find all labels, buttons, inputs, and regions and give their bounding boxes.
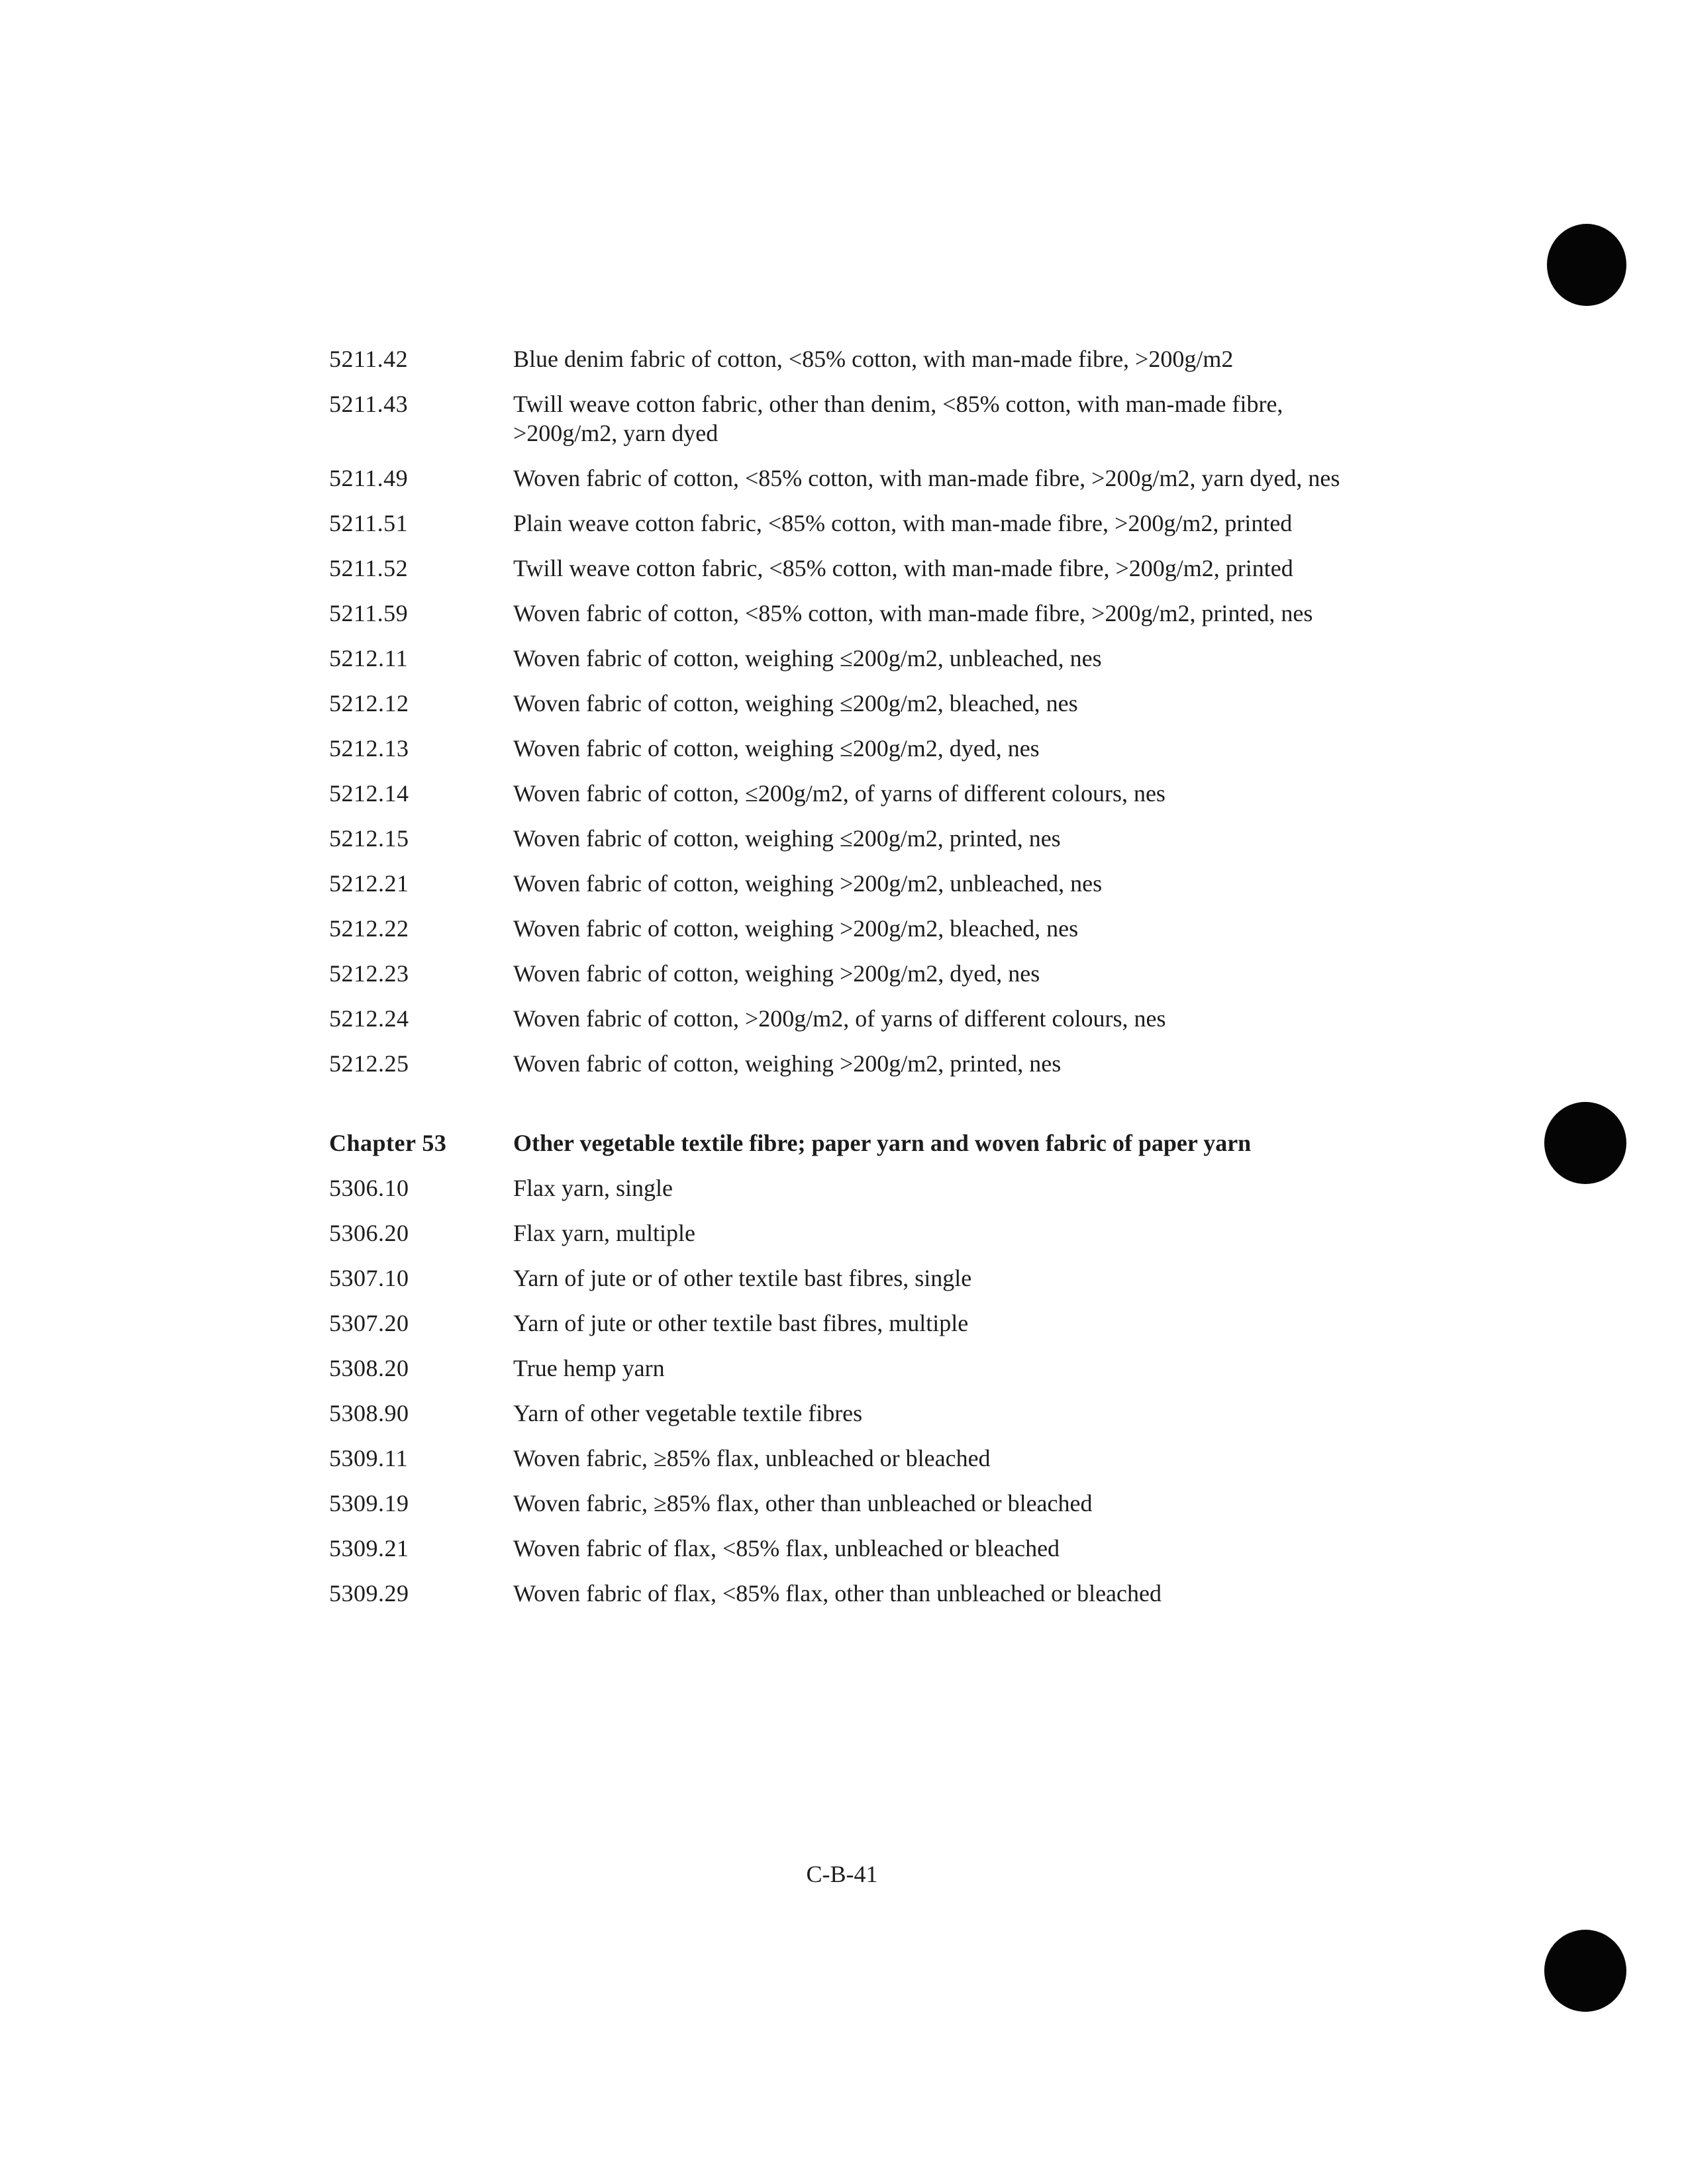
tariff-code: 5212.13	[329, 735, 409, 762]
tariff-description: Woven fabric of cotton, weighing >200g/m2, unbleached, nes	[513, 870, 1103, 897]
table-row	[329, 1399, 1362, 1428]
table-row	[329, 1309, 1362, 1338]
table-row	[329, 1534, 1362, 1563]
chapter-52-rows	[329, 344, 1362, 1078]
tariff-description: Blue denim fabric of cotton, <85% cotton, with man-made fibre, >200g/m2	[513, 346, 1234, 372]
tariff-code: 5211.51	[329, 510, 409, 536]
tariff-description: Plain weave cotton fabric, <85% cotton, with man-made fibre, >200g/m2, printed	[513, 510, 1293, 536]
table-row	[329, 734, 1362, 763]
tariff-code: 5309.19	[329, 1490, 409, 1516]
tariff-description: Woven fabric of cotton, weighing >200g/m2, dyed, nes	[513, 960, 1040, 987]
punch-hole-bottom	[1544, 1930, 1626, 2012]
table-row	[329, 689, 1362, 718]
tariff-code: 5309.21	[329, 1535, 409, 1562]
tariff-code: 5309.29	[329, 1580, 409, 1607]
tariff-description: Woven fabric, ≥85% flax, unbleached or bleached	[513, 1445, 991, 1471]
table-row	[329, 1049, 1362, 1078]
tariff-description: Flax yarn, multiple	[513, 1220, 695, 1246]
table-row	[329, 1579, 1362, 1608]
table-row	[329, 509, 1362, 538]
tariff-description: True hemp yarn	[513, 1355, 665, 1381]
table-row	[329, 389, 1362, 448]
tariff-code: 5308.90	[329, 1400, 409, 1426]
tariff-description: Woven fabric of cotton, <85% cotton, with man-made fibre, >200g/m2, yarn dyed, nes	[513, 465, 1340, 491]
tariff-code: 5308.20	[329, 1355, 409, 1381]
tariff-description: Woven fabric of cotton, weighing ≤200g/m2, bleached, nes	[513, 690, 1078, 717]
tariff-description: Woven fabric of cotton, <85% cotton, with man-made fibre, >200g/m2, printed, nes	[513, 600, 1313, 626]
table-row	[329, 464, 1362, 493]
chapter-53-rows	[329, 1173, 1362, 1608]
tariff-description: Woven fabric of cotton, >200g/m2, of yarns of different colours, nes	[513, 1005, 1166, 1032]
table-row	[329, 644, 1362, 673]
table-row	[329, 779, 1362, 808]
tariff-code: 5306.20	[329, 1220, 409, 1246]
tariff-code: 5212.12	[329, 690, 409, 717]
tariff-code: 5211.43	[329, 391, 409, 417]
table-row	[329, 1218, 1362, 1248]
tariff-description: Flax yarn, single	[513, 1175, 673, 1201]
tariff-description: Woven fabric of cotton, ≤200g/m2, of yarns of different colours, nes	[513, 780, 1165, 807]
tariff-code: 5309.11	[329, 1445, 409, 1471]
tariff-description: Woven fabric of flax, <85% flax, unbleached or bleached	[513, 1535, 1060, 1562]
tariff-code: 5212.24	[329, 1005, 409, 1032]
tariff-code: 5307.10	[329, 1265, 409, 1291]
tariff-code: 5211.49	[329, 465, 409, 491]
punch-hole-top	[1547, 224, 1626, 306]
tariff-description: Woven fabric of flax, <85% flax, other than unbleached or bleached	[513, 1580, 1162, 1607]
table-row	[329, 869, 1362, 898]
punch-hole-middle	[1544, 1102, 1626, 1184]
table-row	[329, 1444, 1362, 1473]
tariff-description: Twill weave cotton fabric, <85% cotton, with man-made fibre, >200g/m2, printed	[513, 555, 1293, 581]
tariff-description: Woven fabric of cotton, weighing ≤200g/m2, printed, nes	[513, 825, 1061, 852]
tariff-description: Woven fabric of cotton, weighing ≤200g/m2, unbleached, nes	[513, 645, 1102, 671]
tariff-code: 5212.21	[329, 870, 409, 897]
table-row	[329, 1173, 1362, 1203]
tariff-code: 5212.23	[329, 960, 409, 987]
table-row	[329, 914, 1362, 943]
tariff-description: Woven fabric of cotton, weighing >200g/m2, bleached, nes	[513, 915, 1079, 942]
tariff-description: Yarn of jute or of other textile bast fibres, single	[513, 1265, 972, 1291]
tariff-code: 5212.25	[329, 1050, 409, 1077]
tariff-code-table	[329, 344, 1362, 1624]
table-row	[329, 554, 1362, 583]
tariff-code: 5212.11	[329, 645, 409, 671]
table-row	[329, 1004, 1362, 1033]
tariff-description: Twill weave cotton fabric, other than denim, <85% cotton, with man-made fibre, >200g/m2, yarn dyed	[513, 391, 1283, 446]
tariff-code: 5212.22	[329, 915, 409, 942]
table-row	[329, 1264, 1362, 1293]
tariff-description: Woven fabric of cotton, weighing ≤200g/m2, dyed, nes	[513, 735, 1040, 762]
chapter-title: Other vegetable textile fibre; paper yarn and woven fabric of paper yarn	[513, 1130, 1252, 1156]
tariff-code: 5212.15	[329, 825, 409, 852]
tariff-description: Yarn of jute or other textile bast fibres, multiple	[513, 1310, 969, 1336]
tariff-description: Woven fabric of cotton, weighing >200g/m2, printed, nes	[513, 1050, 1062, 1077]
tariff-code: 5306.10	[329, 1175, 409, 1201]
tariff-code: 5212.14	[329, 780, 409, 807]
tariff-code: 5211.59	[329, 600, 409, 626]
table-row	[329, 824, 1362, 853]
chapter-heading	[329, 1128, 1362, 1158]
tariff-code: 5211.52	[329, 555, 409, 581]
tariff-description: Yarn of other vegetable textile fibres	[513, 1400, 863, 1426]
table-row	[329, 959, 1362, 988]
table-row	[329, 599, 1362, 628]
table-row	[329, 1489, 1362, 1518]
tariff-code: 5307.20	[329, 1310, 409, 1336]
table-row	[329, 344, 1362, 373]
chapter-number: Chapter 53	[329, 1130, 447, 1156]
tariff-code: 5211.42	[329, 346, 409, 372]
table-row	[329, 1354, 1362, 1383]
page-number: C-B-41	[806, 1861, 878, 1887]
tariff-description: Woven fabric, ≥85% flax, other than unbleached or bleached	[513, 1490, 1093, 1516]
